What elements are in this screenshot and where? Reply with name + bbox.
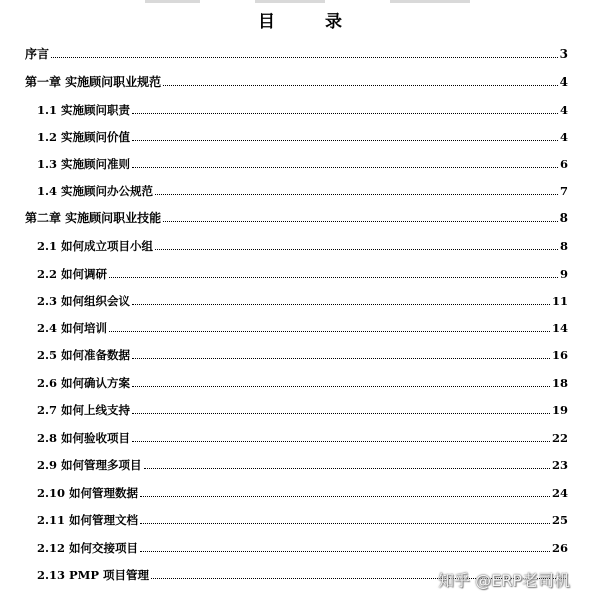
- toc-entry-page: 4: [559, 103, 568, 117]
- toc-entry-preface[interactable]: [25, 47, 568, 61]
- toc-entry-page: 9: [559, 267, 568, 281]
- dot-leader: [163, 221, 557, 222]
- toc-entry-page: 8: [559, 239, 568, 253]
- toc-entry-page: 14: [551, 321, 568, 335]
- toc-entry-label: 1.3 实施顾问准则: [37, 157, 131, 171]
- dot-leader: [132, 358, 550, 359]
- toc-entry-label: 2.11 如何管理文档: [37, 513, 139, 527]
- toc-entry-2-3[interactable]: [37, 294, 568, 308]
- toc-entry-page: 4: [559, 130, 568, 144]
- toc-entry-label: 2.13 PMP 项目管理: [37, 568, 150, 582]
- toc-entry-2-8[interactable]: [37, 431, 568, 445]
- toc-entry-page: 3: [559, 47, 568, 61]
- toc-entry-label: 2.9 如何管理多项目: [37, 458, 142, 472]
- toc-entry-page: 19: [551, 403, 568, 417]
- dot-leader: [109, 331, 550, 332]
- dot-leader: [163, 85, 557, 86]
- toc-entry-label: 2.4 如何培训: [37, 321, 108, 335]
- dot-leader: [140, 523, 550, 524]
- toc-entry-label: 2.5 如何准备数据: [37, 348, 131, 362]
- toc-entry-page: 7: [559, 184, 568, 198]
- toc-entry-page: 16: [551, 348, 568, 362]
- toc-entry-page: 26: [551, 541, 568, 555]
- toc-entry-label: 1.4 实施顾问办公规范: [37, 184, 154, 198]
- toc-entry-2-12[interactable]: [37, 541, 568, 555]
- toc-entry-label: 1.2 实施顾问价值: [37, 130, 131, 144]
- dot-leader: [155, 194, 558, 195]
- toc-entry-label: 2.8 如何验收项目: [37, 431, 131, 445]
- toc-entry-2-4[interactable]: [37, 321, 568, 335]
- toc-entry-2-5[interactable]: [37, 348, 568, 362]
- dot-leader: [109, 277, 558, 278]
- toc-entry-1-3[interactable]: [37, 157, 568, 171]
- toc-entry-2-11[interactable]: [37, 513, 568, 527]
- dot-leader: [140, 551, 550, 552]
- dot-leader: [155, 249, 558, 250]
- toc-entry-label: 2.1 如何成立项目小组: [37, 239, 154, 253]
- toc-entry-2-10[interactable]: [37, 486, 568, 500]
- toc-entry-label: 2.2 如何调研: [37, 267, 108, 281]
- toc-entry-label: 2.3 如何组织会议: [37, 294, 131, 308]
- toc-entry-label: 第二章 实施顾问职业技能: [25, 211, 162, 225]
- toc-entry-chapter-2[interactable]: [25, 211, 568, 225]
- toc-entry-2-7[interactable]: [37, 403, 568, 417]
- toc-entry-page: 6: [559, 157, 568, 171]
- toc-entry-label: 第一章 实施顾问职业规范: [25, 75, 162, 89]
- toc-entry-2-6[interactable]: [37, 376, 568, 390]
- toc-entry-page: 25: [551, 513, 568, 527]
- toc-entry-page: 22: [551, 431, 568, 445]
- dot-leader: [132, 304, 550, 305]
- toc-entry-label: 2.10 如何管理数据: [37, 486, 139, 500]
- toc-entry-2-1[interactable]: [37, 239, 568, 253]
- toc-entry-1-2[interactable]: [37, 130, 568, 144]
- toc-entry-chapter-1[interactable]: [25, 75, 568, 89]
- dot-leader: [132, 140, 558, 141]
- watermark: 知乎 @ERP老司机: [438, 571, 570, 590]
- dot-leader: [140, 496, 550, 497]
- toc-entry-1-1[interactable]: [37, 103, 568, 117]
- toc-entry-page: 24: [551, 486, 568, 500]
- dot-leader: [132, 386, 550, 387]
- toc-entry-page: 8: [559, 211, 568, 225]
- toc-entry-label: 序言: [25, 47, 50, 61]
- toc-entry-page: 11: [551, 294, 568, 308]
- dot-leader: [132, 413, 550, 414]
- dot-leader: [144, 468, 550, 469]
- toc-entry-label: 2.6 如何确认方案: [37, 376, 131, 390]
- toc-entry-page: 18: [551, 376, 568, 390]
- dot-leader: [132, 167, 558, 168]
- dot-leader: [51, 57, 558, 58]
- toc-entry-page: 23: [551, 458, 568, 472]
- toc-entry-1-4[interactable]: [37, 184, 568, 198]
- toc-entry-2-9[interactable]: [37, 458, 568, 472]
- toc-entry-label: 1.1 实施顾问职责: [37, 103, 131, 117]
- toc-entry-page: 4: [559, 75, 568, 89]
- toc-entry-label: 2.12 如何交接项目: [37, 541, 139, 555]
- toc-entry-2-2[interactable]: [37, 267, 568, 281]
- toc-entry-label: 2.7 如何上线支持: [37, 403, 131, 417]
- dot-leader: [132, 113, 558, 114]
- page-title: 目 录: [258, 12, 364, 32]
- dot-leader: [132, 441, 550, 442]
